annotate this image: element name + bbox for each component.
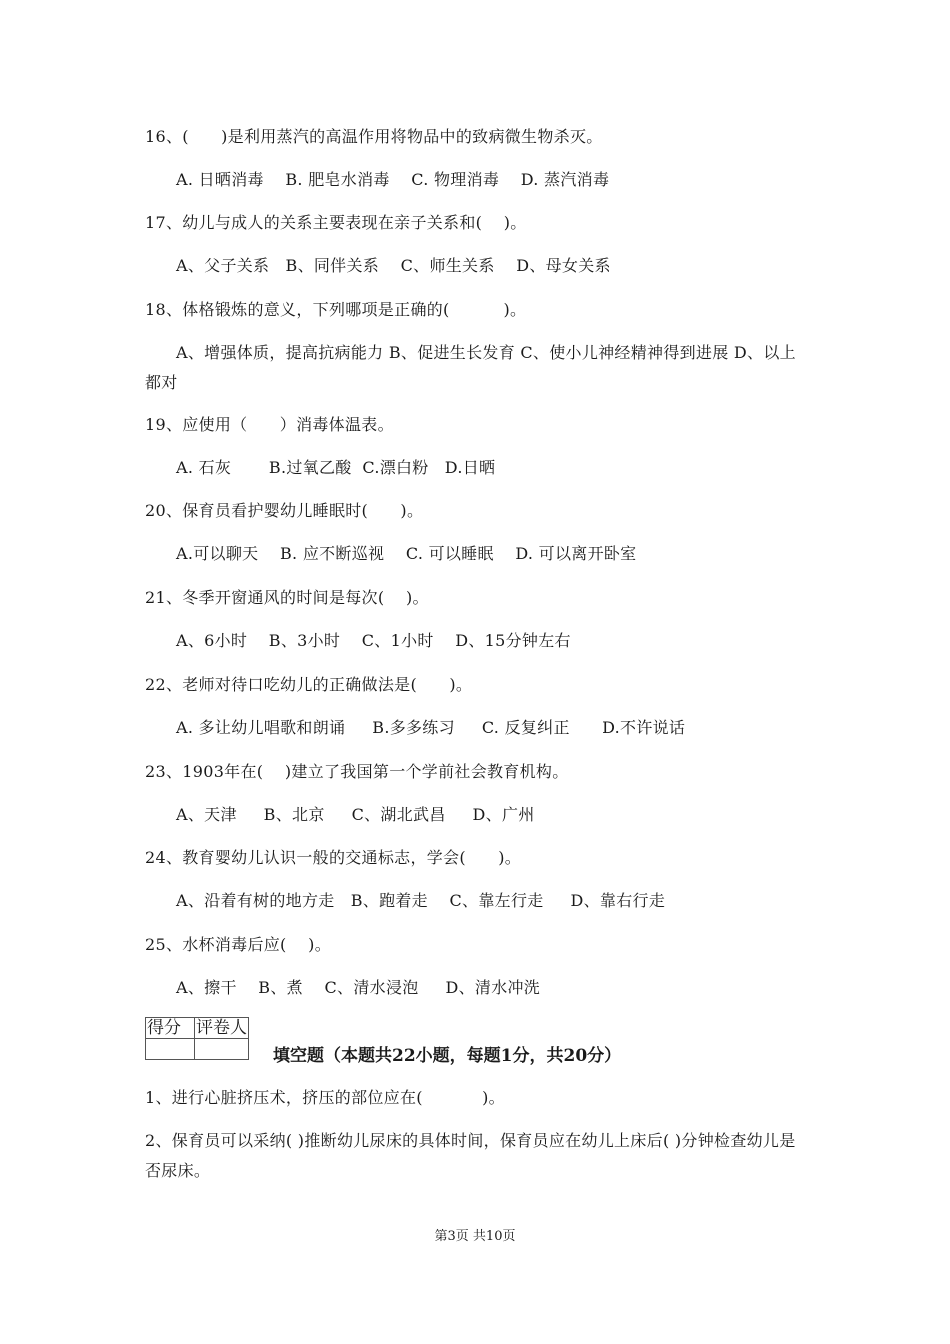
page-footer: 第3页 共10页	[434, 1229, 516, 1244]
question-17-options: A、父子关系 B、同伴关系 C、师生关系 D、母女关系	[176, 256, 611, 275]
question-22: 22、老师对待口吃幼儿的正确做法是( )。	[145, 675, 473, 694]
question-23: 23、1903年在( )建立了我国第一个学前社会教育机构。	[145, 762, 569, 781]
question-21: 21、冬季开窗通风的时间是每次( )。	[145, 588, 429, 607]
question-24: 24、教育婴幼儿认识一般的交通标志，学会( )。	[145, 848, 522, 867]
question-24-options: A、沿着有树的地方走 B、跑着走 C、靠左行走 D、靠右行走	[176, 891, 666, 910]
question-20: 20、保育员看护婴幼儿睡眠时( )。	[145, 501, 424, 520]
score-label: 得分	[146, 1018, 195, 1039]
question-17: 17、幼儿与成人的关系主要表现在亲子关系和( )。	[145, 213, 527, 232]
question-19: 19、应使用（ ）消毒体温表。	[145, 415, 394, 434]
fill-question-1: 1、进行心脏挤压术，挤压的部位应在( )。	[145, 1088, 505, 1107]
score-cell	[146, 1039, 195, 1060]
question-18: 18、体格锻炼的意义，下列哪项是正确的( )。	[145, 300, 527, 319]
question-16: 16、( )是利用蒸汽的高温作用将物品中的致病微生物杀灭。	[145, 127, 603, 146]
question-22-options: A. 多让幼儿唱歌和朗诵 B.多多练习 C. 反复纠正 D.不许说话	[176, 718, 686, 737]
grader-label: 评卷人	[196, 1018, 247, 1038]
score-box	[145, 1017, 249, 1060]
question-18-options	[145, 338, 810, 398]
question-18-options-text: A、增强体质，提高抗病能力 B、促进生长发育 C、使小儿神经精神得到进展 D、以上都对	[145, 343, 796, 392]
question-16-options: A. 日晒消毒 B. 肥皂水消毒 C. 物理消毒 D. 蒸汽消毒	[176, 170, 610, 189]
section-title: 填空题（本题共22小题，每题1分，共20分）	[273, 1046, 622, 1066]
grader-cell	[195, 1039, 249, 1060]
question-23-options: A、天津 B、北京 C、湖北武昌 D、广州	[176, 805, 535, 824]
question-19-options: A. 石灰 B.过氧乙酸 C.漂白粉 D.日晒	[176, 458, 496, 477]
fill-question-2: 2、保育员可以采纳( )推断幼儿尿床的具体时间，保育员应在幼儿上床后( )分钟检查幼儿是否尿床。	[145, 1131, 796, 1180]
question-20-options: A.可以聊天 B. 应不断巡视 C. 可以睡眠 D. 可以离开卧室	[176, 544, 637, 563]
question-21-options: A、6小时 B、3小时 C、1小时 D、15分钟左右	[176, 631, 571, 650]
question-25-options: A、擦干 B、煮 C、清水浸泡 D、清水冲洗	[176, 978, 541, 997]
question-25: 25、水杯消毒后应( )。	[145, 935, 331, 954]
